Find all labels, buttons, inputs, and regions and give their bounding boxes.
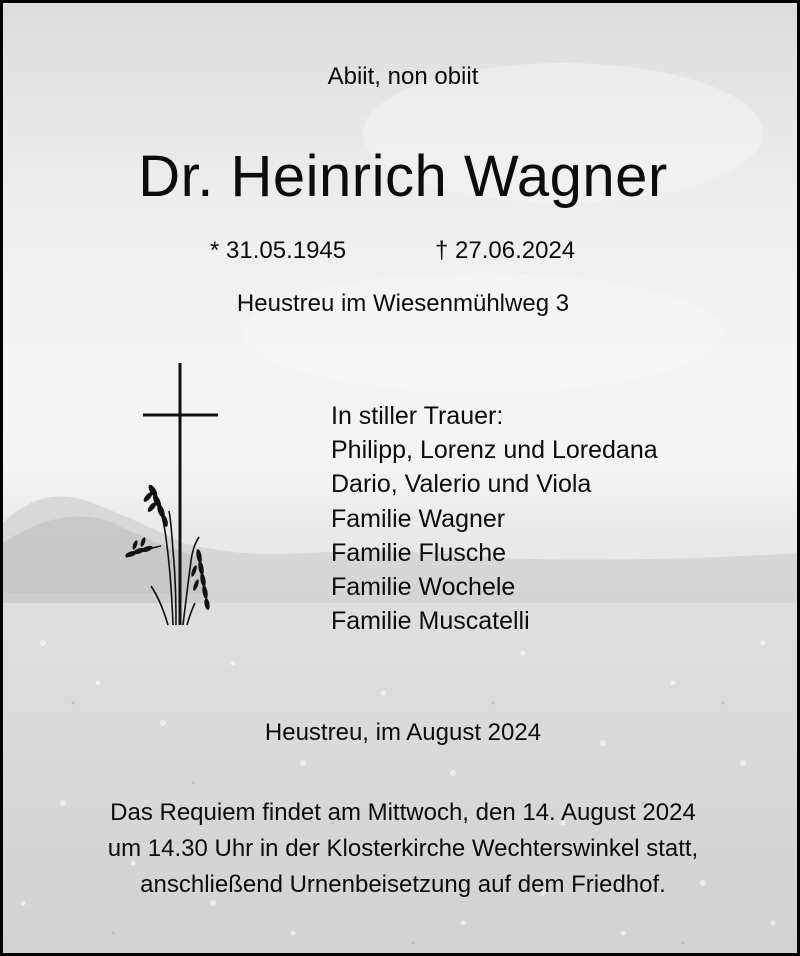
deceased-name: Dr. Heinrich Wagner — [138, 144, 668, 209]
mourner-entry: Familie Muscatelli — [331, 607, 530, 636]
mourners-heading: In stiller Trauer: — [331, 402, 504, 430]
death-date: † 27.06.2024 — [435, 237, 576, 264]
mourner-entry: Familie Wagner — [331, 504, 506, 533]
birth-date: * 31.05.1945 — [210, 237, 347, 264]
place-and-date: Heustreu, im August 2024 — [264, 719, 542, 746]
life-dates — [3, 237, 800, 267]
address: Heustreu im Wiesenmühlweg 3 — [236, 290, 570, 317]
mourner-entry: Philipp, Lorenz und Loredana — [331, 436, 658, 465]
motto: Abiit, non obiit — [327, 63, 479, 90]
notice-line: Das Requiem findet am Mittwoch, den 14. August 2024 — [110, 799, 696, 826]
cross-with-wheat-icon — [121, 361, 231, 631]
notice-line: um 14.30 Uhr in der Klosterkirche Wechterswinkel statt, — [107, 835, 699, 862]
mourner-entry: Familie Flusche — [331, 538, 507, 567]
mourners-list — [331, 399, 658, 638]
mourner-entry: Dario, Valerio und Viola — [331, 470, 592, 499]
service-notice — [3, 795, 800, 903]
notice-line: anschließend Urnenbeisetzung auf dem Friedhof. — [140, 871, 666, 898]
mourner-entry: Familie Wochele — [331, 573, 516, 602]
